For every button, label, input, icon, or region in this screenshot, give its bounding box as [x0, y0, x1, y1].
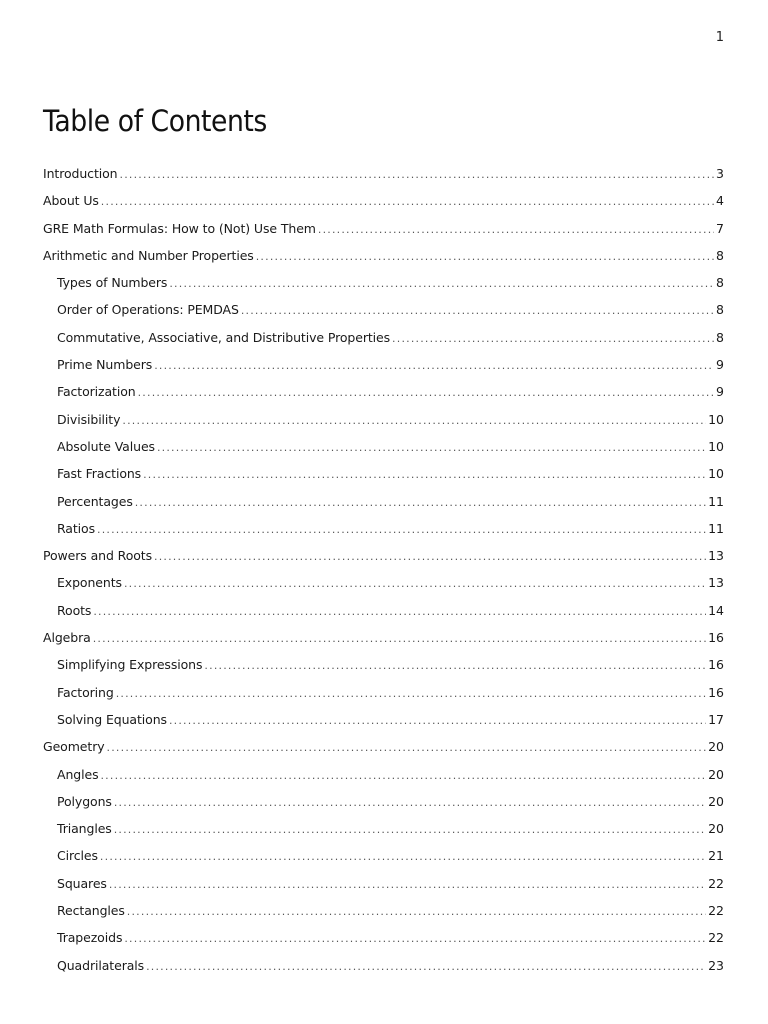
toc-entry-label: Trapezoids	[57, 930, 123, 946]
dot-leader	[100, 843, 706, 870]
toc-entry-label: Triangles	[57, 821, 112, 837]
toc-entry-label: Percentages	[57, 493, 133, 509]
toc-entry-page: 8	[716, 247, 724, 263]
toc-entry[interactable]	[43, 761, 724, 788]
toc-entry-page: 8	[716, 302, 724, 318]
dot-leader	[124, 925, 706, 952]
toc-entry-label: Introduction	[43, 166, 118, 181]
toc-entry[interactable]	[43, 242, 724, 269]
dot-leader	[146, 953, 706, 980]
toc-entry-label: Exponents	[57, 575, 122, 591]
toc-entry-label: Algebra	[43, 630, 91, 646]
dot-leader	[120, 161, 715, 188]
dot-leader	[204, 652, 706, 679]
toc-entry[interactable]	[43, 624, 724, 651]
toc-entry[interactable]	[43, 788, 724, 815]
dot-leader	[100, 762, 706, 789]
toc-entry-page: 20	[708, 739, 724, 755]
toc-entry-page: 16	[708, 630, 724, 646]
toc-entry[interactable]	[43, 324, 724, 351]
dot-leader	[135, 489, 706, 516]
toc-entry-page: 8	[716, 329, 724, 345]
dot-leader	[124, 570, 706, 597]
toc-entry-label: Divisibility	[57, 411, 121, 427]
toc-entry-page: 9	[716, 357, 724, 373]
dot-leader	[109, 871, 706, 898]
toc-entry-page: 13	[708, 575, 724, 591]
toc-entry[interactable]	[43, 815, 724, 842]
toc-entry[interactable]	[43, 406, 724, 433]
dot-leader	[114, 816, 706, 843]
toc-entry-page: 10	[708, 466, 724, 482]
toc-entry-page: 11	[708, 493, 724, 509]
toc-entry-label: Prime Numbers	[57, 357, 153, 373]
toc-entry-page: 11	[708, 520, 724, 536]
dot-leader	[318, 216, 714, 243]
toc-entry-label: GRE Math Formulas: How to (Not) Use Them	[43, 220, 316, 236]
toc-entry-page: 22	[708, 875, 724, 891]
toc-entry-page: 17	[708, 711, 724, 727]
toc-entry-page: 16	[708, 684, 724, 700]
page-number: 1	[715, 30, 724, 45]
toc-entry-page: 7	[716, 220, 724, 236]
dot-leader	[97, 516, 706, 543]
dot-leader	[169, 270, 714, 297]
toc-entry-page: 20	[708, 821, 724, 837]
toc-entry[interactable]	[43, 842, 724, 869]
toc-entry-label: Quadrilaterals	[57, 957, 145, 973]
toc-entry-label: Arithmetic and Number Properties	[43, 247, 254, 263]
page-title: Table of Contents	[43, 104, 267, 138]
dot-leader	[143, 461, 706, 488]
toc-entry-page: 8	[716, 275, 724, 291]
toc-entry-page: 16	[708, 657, 724, 673]
toc-entry-page: 20	[708, 793, 724, 809]
toc-entry[interactable]	[43, 597, 724, 624]
toc-entry[interactable]	[43, 706, 724, 733]
toc-entry-label: Types of Numbers	[57, 275, 168, 291]
toc-entry-label: Rectangles	[57, 903, 125, 919]
dot-leader	[116, 680, 706, 707]
toc-entry-page: 4	[716, 193, 724, 209]
toc-entry-label: Fast Fractions	[57, 466, 142, 482]
toc-entry-page: 14	[708, 602, 724, 618]
toc-entry[interactable]	[43, 488, 724, 515]
dot-leader	[392, 325, 714, 352]
toc-entry-label: Angles	[57, 766, 99, 782]
toc-entry[interactable]	[43, 215, 724, 242]
toc-list	[43, 160, 724, 979]
toc-entry[interactable]	[43, 296, 724, 323]
toc-entry-page: 10	[708, 438, 724, 454]
toc-entry-page: 20	[708, 766, 724, 782]
toc-entry-label: Polygons	[57, 793, 112, 809]
toc-entry-label: Order of Operations: PEMDAS	[57, 302, 239, 318]
dot-leader	[138, 379, 714, 406]
toc-entry[interactable]	[43, 679, 724, 706]
toc-entry[interactable]	[43, 460, 724, 487]
toc-entry-page: 23	[708, 957, 724, 973]
dot-leader	[107, 734, 707, 761]
dot-leader	[157, 434, 706, 461]
dot-leader	[241, 297, 714, 324]
toc-entry[interactable]	[43, 378, 724, 405]
toc-entry-label: Circles	[57, 848, 98, 864]
toc-entry[interactable]	[43, 160, 724, 187]
toc-entry[interactable]	[43, 269, 724, 296]
toc-entry-label: About Us	[43, 193, 99, 209]
dot-leader	[114, 789, 706, 816]
dot-leader	[169, 707, 706, 734]
toc-entry[interactable]	[43, 733, 724, 760]
dot-leader	[154, 543, 706, 570]
toc-entry[interactable]	[43, 187, 724, 214]
toc-entry-page: 22	[708, 930, 724, 946]
toc-entry-page: 10	[708, 411, 724, 427]
toc-entry[interactable]	[43, 870, 724, 897]
dot-leader	[154, 352, 714, 379]
dot-leader	[127, 898, 706, 925]
toc-entry[interactable]	[43, 569, 724, 596]
toc-entry-label: Squares	[57, 875, 107, 891]
toc-entry[interactable]	[43, 952, 724, 979]
dot-leader	[93, 598, 706, 625]
toc-entry[interactable]	[43, 651, 724, 678]
toc-entry-label: Solving Equations	[57, 711, 167, 727]
toc-entry-label: Powers and Roots	[43, 548, 153, 564]
dot-leader	[93, 625, 706, 652]
toc-entry-page: 3	[716, 166, 724, 181]
toc-entry[interactable]	[43, 515, 724, 542]
toc-entry[interactable]	[43, 542, 724, 569]
toc-entry-label: Factoring	[57, 684, 114, 700]
toc-entry-label: Simplifying Expressions	[57, 657, 203, 673]
toc-entry-page: 13	[708, 548, 724, 564]
toc-entry[interactable]	[43, 924, 724, 951]
toc-entry-label: Factorization	[57, 384, 136, 400]
toc-entry-label: Ratios	[57, 520, 96, 536]
toc-entry-label: Geometry	[43, 739, 105, 755]
dot-leader	[101, 188, 714, 215]
toc-entry[interactable]	[43, 897, 724, 924]
toc-entry[interactable]	[43, 351, 724, 378]
toc-entry-page: 9	[716, 384, 724, 400]
toc-entry-page: 21	[708, 848, 724, 864]
toc-entry-label: Commutative, Associative, and Distributive Properties	[57, 329, 391, 345]
dot-leader	[122, 407, 706, 434]
toc-entry-page: 22	[708, 903, 724, 919]
dot-leader	[256, 243, 714, 270]
toc-entry-label: Roots	[57, 602, 92, 618]
toc-entry[interactable]	[43, 433, 724, 460]
toc-entry-label: Absolute Values	[57, 438, 155, 454]
